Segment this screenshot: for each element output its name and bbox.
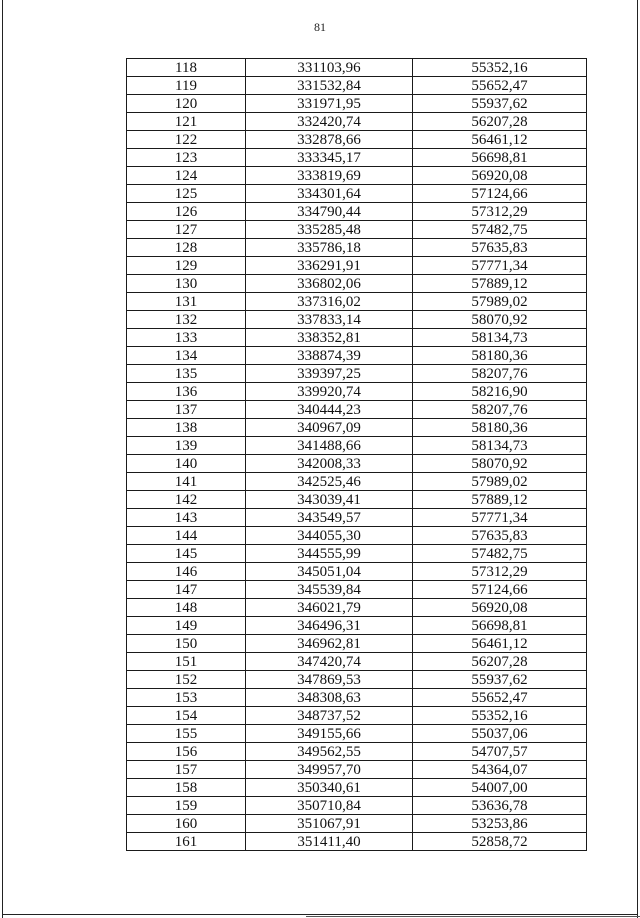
- table-row: [127, 725, 587, 743]
- table-row: [127, 743, 587, 761]
- point-number-cell: 135: [127, 365, 246, 383]
- table-row: [127, 815, 587, 833]
- point-number-cell: 143: [127, 509, 246, 527]
- table-row: [127, 131, 587, 149]
- page-border-left: [2, 0, 3, 918]
- point-number-cell: 121: [127, 113, 246, 131]
- y-coordinate-cell: 57989,02: [413, 293, 587, 311]
- table-row: [127, 527, 587, 545]
- x-coordinate-cell: 345539,84: [246, 581, 413, 599]
- y-coordinate-cell: 58207,76: [413, 365, 587, 383]
- table-row: [127, 59, 587, 77]
- point-number-cell: 150: [127, 635, 246, 653]
- table-row: [127, 149, 587, 167]
- y-coordinate-cell: 56461,12: [413, 131, 587, 149]
- point-number-cell: 118: [127, 59, 246, 77]
- y-coordinate-cell: 57124,66: [413, 185, 587, 203]
- point-number-cell: 138: [127, 419, 246, 437]
- y-coordinate-cell: 57771,34: [413, 257, 587, 275]
- y-coordinate-cell: 58216,90: [413, 383, 587, 401]
- point-number-cell: 123: [127, 149, 246, 167]
- table-row: [127, 401, 587, 419]
- point-number-cell: 156: [127, 743, 246, 761]
- x-coordinate-cell: 345051,04: [246, 563, 413, 581]
- x-coordinate-cell: 349957,70: [246, 761, 413, 779]
- x-coordinate-cell: 347869,53: [246, 671, 413, 689]
- x-coordinate-cell: 338352,81: [246, 329, 413, 347]
- point-number-cell: 134: [127, 347, 246, 365]
- point-number-cell: 119: [127, 77, 246, 95]
- x-coordinate-cell: 344555,99: [246, 545, 413, 563]
- point-number-cell: 124: [127, 167, 246, 185]
- y-coordinate-cell: 57635,83: [413, 239, 587, 257]
- scan-edge-line: [306, 916, 640, 917]
- table-row: [127, 671, 587, 689]
- point-number-cell: 152: [127, 671, 246, 689]
- table-row: [127, 365, 587, 383]
- point-number-cell: 141: [127, 473, 246, 491]
- y-coordinate-cell: 57482,75: [413, 545, 587, 563]
- point-number-cell: 147: [127, 581, 246, 599]
- point-number-cell: 136: [127, 383, 246, 401]
- table-row: [127, 203, 587, 221]
- x-coordinate-cell: 342525,46: [246, 473, 413, 491]
- table-row: [127, 599, 587, 617]
- y-coordinate-cell: 57771,34: [413, 509, 587, 527]
- y-coordinate-cell: 55352,16: [413, 707, 587, 725]
- table-row: [127, 545, 587, 563]
- y-coordinate-cell: 55937,62: [413, 671, 587, 689]
- table-row: [127, 473, 587, 491]
- table-row: [127, 113, 587, 131]
- x-coordinate-cell: 351067,91: [246, 815, 413, 833]
- point-number-cell: 145: [127, 545, 246, 563]
- x-coordinate-cell: 344055,30: [246, 527, 413, 545]
- x-coordinate-cell: 335786,18: [246, 239, 413, 257]
- x-coordinate-cell: 339397,25: [246, 365, 413, 383]
- x-coordinate-cell: 331971,95: [246, 95, 413, 113]
- x-coordinate-cell: 331532,84: [246, 77, 413, 95]
- x-coordinate-cell: 337833,14: [246, 311, 413, 329]
- y-coordinate-cell: 53636,78: [413, 797, 587, 815]
- table-row: [127, 437, 587, 455]
- table-row: [127, 293, 587, 311]
- table-row: [127, 275, 587, 293]
- y-coordinate-cell: 55652,47: [413, 689, 587, 707]
- table-row: [127, 509, 587, 527]
- x-coordinate-cell: 341488,66: [246, 437, 413, 455]
- y-coordinate-cell: 58070,92: [413, 455, 587, 473]
- table-row: [127, 239, 587, 257]
- table-row: [127, 167, 587, 185]
- point-number-cell: 139: [127, 437, 246, 455]
- y-coordinate-cell: 57889,12: [413, 491, 587, 509]
- x-coordinate-cell: 332420,74: [246, 113, 413, 131]
- point-number-cell: 144: [127, 527, 246, 545]
- table-row: [127, 563, 587, 581]
- y-coordinate-cell: 56461,12: [413, 635, 587, 653]
- table-row: [127, 257, 587, 275]
- table-row: [127, 221, 587, 239]
- point-number-cell: 122: [127, 131, 246, 149]
- x-coordinate-cell: 346496,31: [246, 617, 413, 635]
- y-coordinate-cell: 56207,28: [413, 653, 587, 671]
- x-coordinate-cell: 343549,57: [246, 509, 413, 527]
- table-row: [127, 185, 587, 203]
- y-coordinate-cell: 56207,28: [413, 113, 587, 131]
- point-number-cell: 148: [127, 599, 246, 617]
- x-coordinate-cell: 339920,74: [246, 383, 413, 401]
- point-number-cell: 159: [127, 797, 246, 815]
- coordinates-table: [126, 58, 587, 851]
- page-number: 81: [314, 20, 326, 34]
- x-coordinate-cell: 350710,84: [246, 797, 413, 815]
- point-number-cell: 127: [127, 221, 246, 239]
- x-coordinate-cell: 331103,96: [246, 59, 413, 77]
- y-coordinate-cell: 56698,81: [413, 149, 587, 167]
- table-row: [127, 833, 587, 851]
- x-coordinate-cell: 334790,44: [246, 203, 413, 221]
- y-coordinate-cell: 55652,47: [413, 77, 587, 95]
- table-row: [127, 311, 587, 329]
- y-coordinate-cell: 54707,57: [413, 743, 587, 761]
- point-number-cell: 149: [127, 617, 246, 635]
- coordinates-table-body: [127, 59, 587, 851]
- y-coordinate-cell: 56920,08: [413, 167, 587, 185]
- table-row: [127, 455, 587, 473]
- x-coordinate-cell: 348308,63: [246, 689, 413, 707]
- table-row: [127, 761, 587, 779]
- y-coordinate-cell: 58180,36: [413, 419, 587, 437]
- x-coordinate-cell: 347420,74: [246, 653, 413, 671]
- x-coordinate-cell: 335285,48: [246, 221, 413, 239]
- y-coordinate-cell: 53253,86: [413, 815, 587, 833]
- y-coordinate-cell: 57312,29: [413, 203, 587, 221]
- y-coordinate-cell: 55037,06: [413, 725, 587, 743]
- y-coordinate-cell: 55352,16: [413, 59, 587, 77]
- x-coordinate-cell: 346021,79: [246, 599, 413, 617]
- x-coordinate-cell: 333345,17: [246, 149, 413, 167]
- table-row: [127, 329, 587, 347]
- table-row: [127, 653, 587, 671]
- x-coordinate-cell: 342008,33: [246, 455, 413, 473]
- x-coordinate-cell: 349155,66: [246, 725, 413, 743]
- x-coordinate-cell: 351411,40: [246, 833, 413, 851]
- y-coordinate-cell: 58207,76: [413, 401, 587, 419]
- point-number-cell: 142: [127, 491, 246, 509]
- y-coordinate-cell: 58134,73: [413, 437, 587, 455]
- point-number-cell: 120: [127, 95, 246, 113]
- table-row: [127, 707, 587, 725]
- x-coordinate-cell: 350340,61: [246, 779, 413, 797]
- page-border-bottom: [2, 914, 638, 915]
- point-number-cell: 129: [127, 257, 246, 275]
- table-row: [127, 797, 587, 815]
- table-row: [127, 419, 587, 437]
- x-coordinate-cell: 336291,91: [246, 257, 413, 275]
- table-row: [127, 779, 587, 797]
- x-coordinate-cell: 340967,09: [246, 419, 413, 437]
- y-coordinate-cell: 58070,92: [413, 311, 587, 329]
- table-row: [127, 635, 587, 653]
- point-number-cell: 131: [127, 293, 246, 311]
- x-coordinate-cell: 333819,69: [246, 167, 413, 185]
- table-row: [127, 95, 587, 113]
- x-coordinate-cell: 349562,55: [246, 743, 413, 761]
- y-coordinate-cell: 57989,02: [413, 473, 587, 491]
- point-number-cell: 157: [127, 761, 246, 779]
- x-coordinate-cell: 346962,81: [246, 635, 413, 653]
- y-coordinate-cell: 56920,08: [413, 599, 587, 617]
- y-coordinate-cell: 58180,36: [413, 347, 587, 365]
- point-number-cell: 155: [127, 725, 246, 743]
- table-row: [127, 617, 587, 635]
- point-number-cell: 125: [127, 185, 246, 203]
- x-coordinate-cell: 340444,23: [246, 401, 413, 419]
- table-row: [127, 491, 587, 509]
- x-coordinate-cell: 343039,41: [246, 491, 413, 509]
- x-coordinate-cell: 338874,39: [246, 347, 413, 365]
- table-row: [127, 347, 587, 365]
- point-number-cell: 128: [127, 239, 246, 257]
- y-coordinate-cell: 52858,72: [413, 833, 587, 851]
- y-coordinate-cell: 57482,75: [413, 221, 587, 239]
- y-coordinate-cell: 56698,81: [413, 617, 587, 635]
- point-number-cell: 153: [127, 689, 246, 707]
- x-coordinate-cell: 337316,02: [246, 293, 413, 311]
- point-number-cell: 158: [127, 779, 246, 797]
- x-coordinate-cell: 334301,64: [246, 185, 413, 203]
- y-coordinate-cell: 57124,66: [413, 581, 587, 599]
- table-row: [127, 689, 587, 707]
- y-coordinate-cell: 57635,83: [413, 527, 587, 545]
- point-number-cell: 161: [127, 833, 246, 851]
- point-number-cell: 126: [127, 203, 246, 221]
- point-number-cell: 137: [127, 401, 246, 419]
- table-row: [127, 383, 587, 401]
- x-coordinate-cell: 336802,06: [246, 275, 413, 293]
- point-number-cell: 130: [127, 275, 246, 293]
- y-coordinate-cell: 57312,29: [413, 563, 587, 581]
- point-number-cell: 140: [127, 455, 246, 473]
- y-coordinate-cell: 54007,00: [413, 779, 587, 797]
- y-coordinate-cell: 57889,12: [413, 275, 587, 293]
- point-number-cell: 154: [127, 707, 246, 725]
- point-number-cell: 146: [127, 563, 246, 581]
- y-coordinate-cell: 55937,62: [413, 95, 587, 113]
- y-coordinate-cell: 54364,07: [413, 761, 587, 779]
- point-number-cell: 132: [127, 311, 246, 329]
- point-number-cell: 133: [127, 329, 246, 347]
- x-coordinate-cell: 348737,52: [246, 707, 413, 725]
- page-border-right: [637, 0, 638, 918]
- table-row: [127, 581, 587, 599]
- x-coordinate-cell: 332878,66: [246, 131, 413, 149]
- y-coordinate-cell: 58134,73: [413, 329, 587, 347]
- table-row: [127, 77, 587, 95]
- point-number-cell: 160: [127, 815, 246, 833]
- point-number-cell: 151: [127, 653, 246, 671]
